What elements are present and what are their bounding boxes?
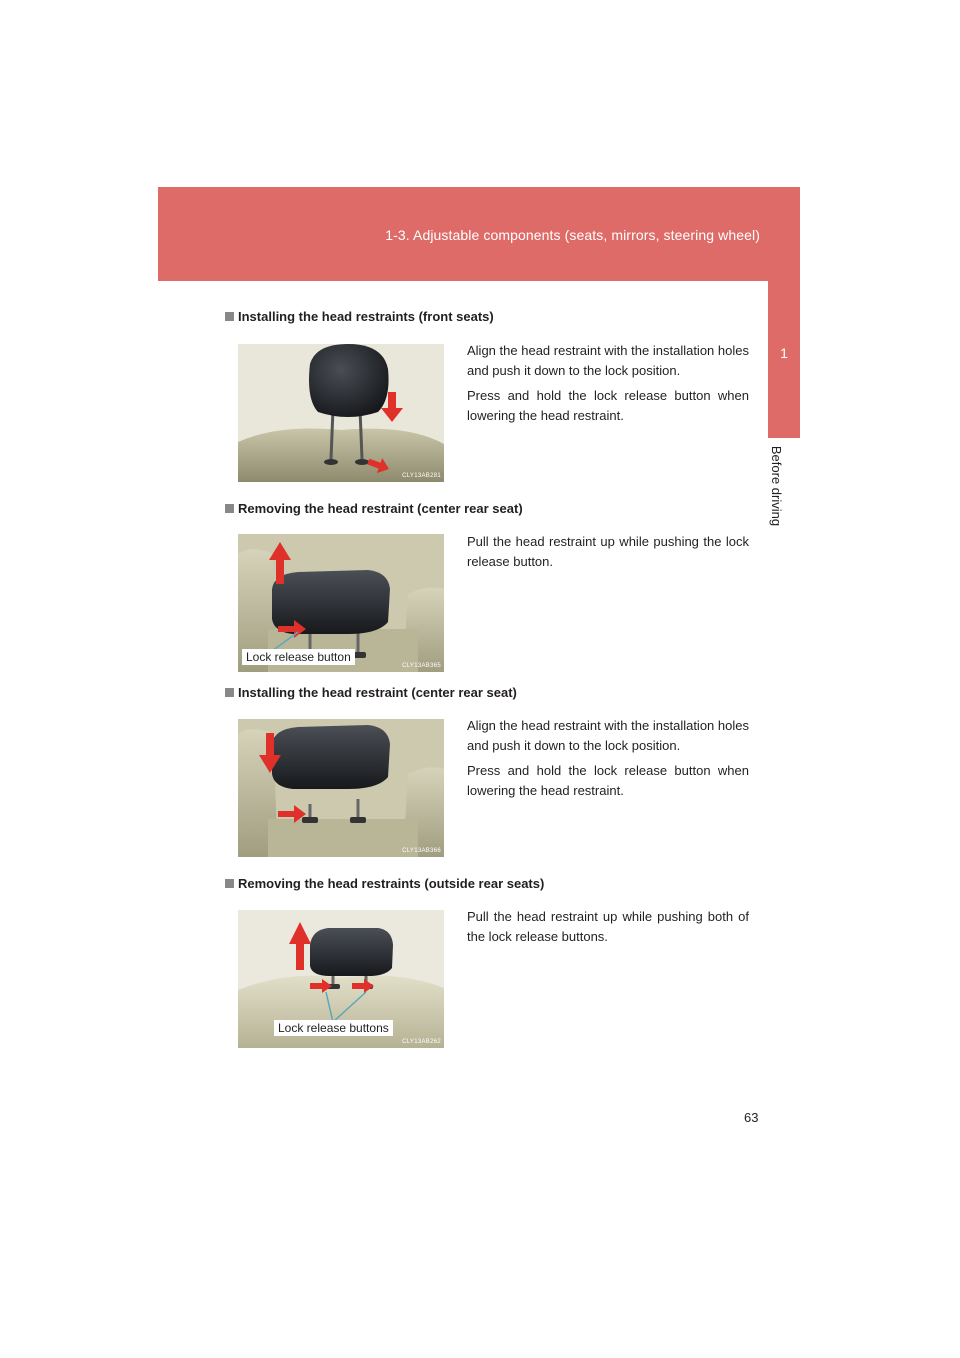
- chapter-number: 1: [780, 345, 788, 361]
- figure-code: CLY13AB366: [402, 848, 441, 854]
- chapter-title: 1-3. Adjustable components (seats, mirrors, steering wheel): [385, 227, 760, 243]
- section-description-install-front: [467, 341, 749, 431]
- section-heading-install-center: Installing the head restraint (center rear seat): [225, 685, 517, 700]
- section-description-remove-outside: [467, 907, 749, 952]
- section-description-install-center: [467, 716, 749, 806]
- paragraph: Pull the head restraint up while pushing the lock release button.: [467, 534, 749, 569]
- square-bullet-icon: [225, 879, 234, 888]
- figure-callout-label: Lock release buttons: [274, 1020, 393, 1036]
- chapter-header-band: [158, 187, 800, 281]
- section-heading-remove-center: Removing the head restraint (center rear seat): [225, 501, 523, 516]
- chapter-side-label: Before driving: [769, 445, 784, 527]
- paragraph: Align the head restraint with the installation holes and push it down to the lock position.: [467, 718, 749, 753]
- figure-remove-center: [238, 534, 444, 672]
- figure-code: CLY13AB262: [402, 1039, 441, 1045]
- section-heading-install-front: Installing the head restraints (front seats): [225, 309, 494, 324]
- figure-callout-label: Lock release button: [242, 649, 355, 665]
- page-number: 63: [744, 1110, 759, 1125]
- paragraph: Pull the head restraint up while pushing both of the lock release buttons.: [467, 909, 749, 944]
- square-bullet-icon: [225, 504, 234, 513]
- paragraph: Press and hold the lock release button when lowering the head restraint.: [467, 388, 749, 423]
- paragraph: Press and hold the lock release button when lowering the head restraint.: [467, 763, 749, 798]
- figure-install-front: [238, 344, 444, 482]
- paragraph: Align the head restraint with the installation holes and push it down to the lock position.: [467, 343, 749, 378]
- figure-code: CLY13AB365: [402, 663, 441, 669]
- square-bullet-icon: [225, 312, 234, 321]
- figure-remove-outside: [238, 910, 444, 1048]
- section-description-remove-center: [467, 532, 749, 577]
- figure-code: CLY13AB281: [402, 473, 441, 479]
- figure-install-center: [238, 719, 444, 857]
- square-bullet-icon: [225, 688, 234, 697]
- chapter-side-tab: [768, 281, 800, 438]
- section-heading-remove-outside: Removing the head restraints (outside rear seats): [225, 876, 544, 891]
